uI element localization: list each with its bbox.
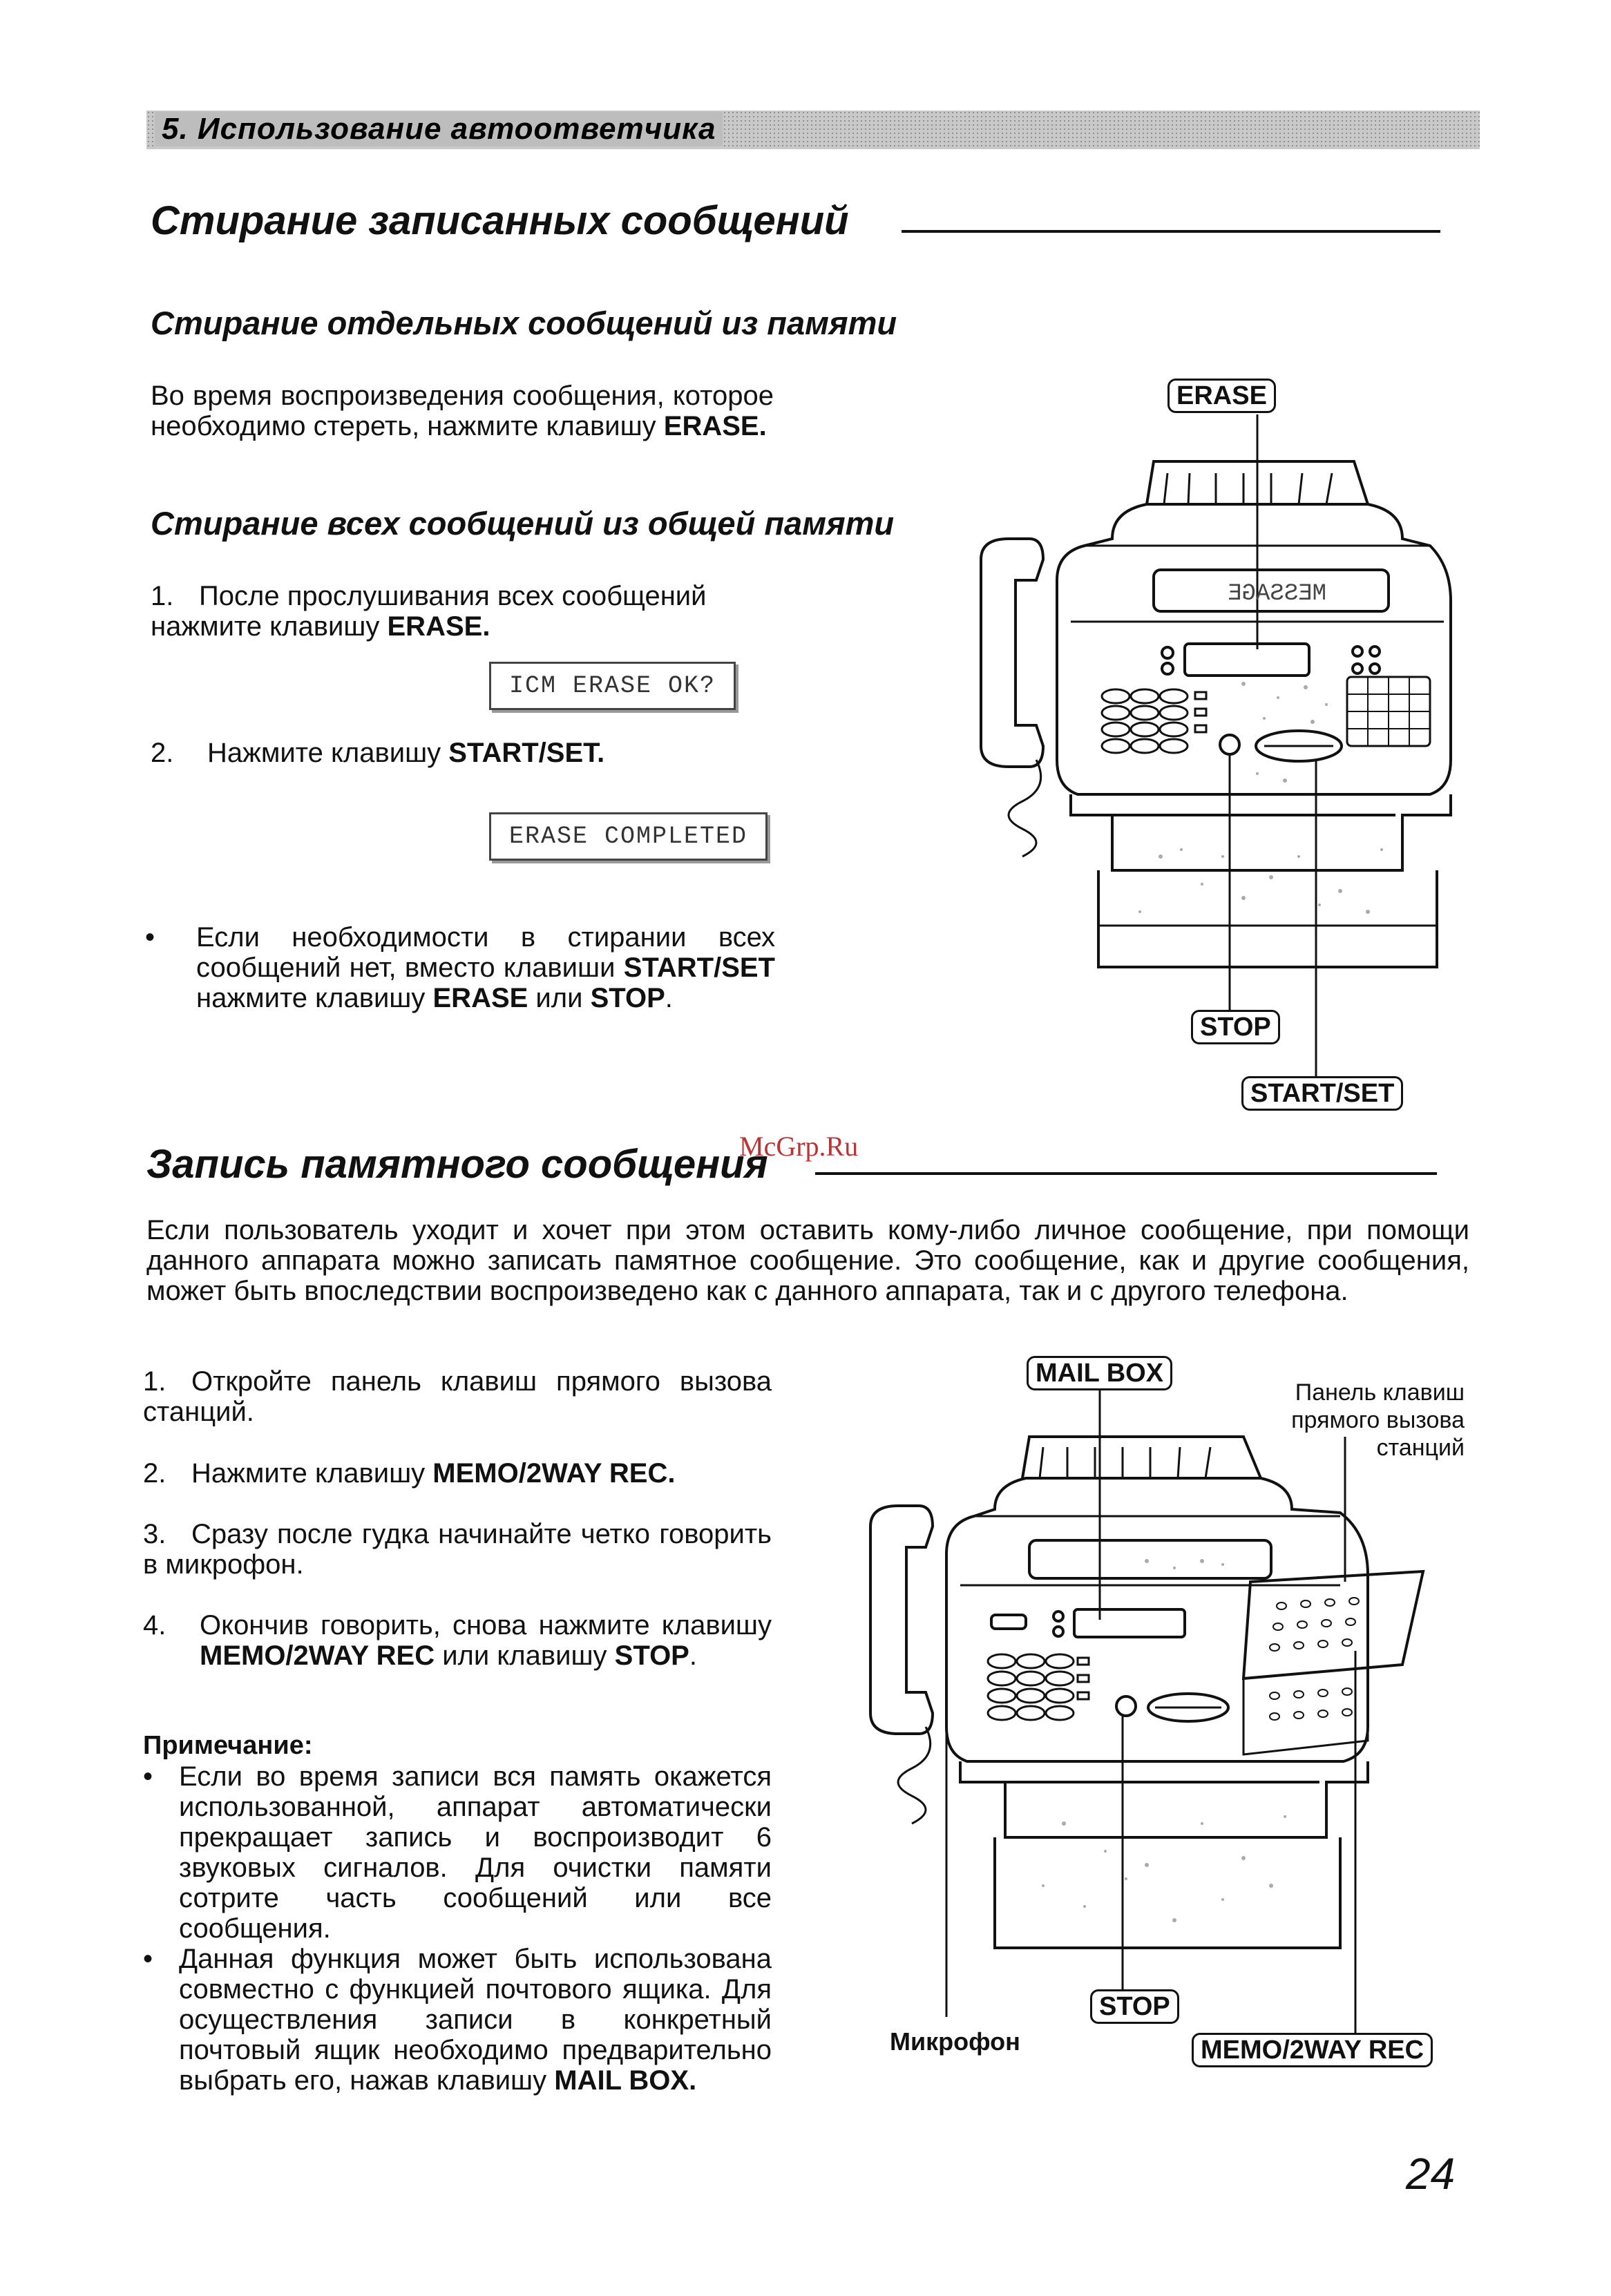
memo-note-2: • Данная функция может быть использована совместно с функцией почтового ящика. Для осуществления записи в конкретный почтовый ящик необходимо предварительно выбрать его, нажав клавишу MAIL BOX.: [143, 1944, 772, 2096]
memo-intro: Если пользователь уходит и хочет при этом оставить кому-либо личное сообщение, при помощи данного аппарата можно записать памятное сообщение. Это сообщение, как и другие сообщения, может быть впоследствии воспроизведено как с данного аппарата, так и с другого телефона.: [146, 1215, 1469, 1306]
erase-all-title: Стирание всех сообщений из общей памяти: [151, 505, 895, 542]
memo-note-1: • Если во время записи вся память окажется использованной, аппарат автоматически прекращает запись и воспроизводит 6 звуковых сигналов. Для очистки памяти сотрите часть сообщений или все сообщения.: [143, 1761, 772, 1944]
label-start-set: START/SET: [1241, 1076, 1403, 1111]
memo-note-title: Примечание:: [143, 1731, 313, 1760]
label-mail-box: MAIL BOX: [1027, 1356, 1172, 1390]
fax-figure-memo: [857, 1354, 1478, 2100]
chapter-title: 5. Использование автоответчика: [155, 112, 723, 146]
memo-step-1: 1. Откройте панель клавиш прямого вызова станций.: [143, 1366, 772, 1427]
section-erase-title: Стирание записанных сообщений: [151, 198, 849, 243]
label-stop-1: STOP: [1191, 1010, 1280, 1044]
erase-all-note: • Если необходимости в стирании всех сообщений нет, вместо клавиши START/SET нажмите клавишу ERASE или STOP.: [145, 922, 775, 1013]
erase-single-title: Стирание отдельных сообщений из памяти: [151, 305, 897, 341]
section-memo-rule: [815, 1172, 1437, 1175]
page-number: 24: [1406, 2149, 1456, 2199]
lcd-erase-completed: ERASE COMPLETED: [489, 812, 768, 861]
memo-notes: [143, 1761, 772, 2096]
erase-all-step2: 2. Нажмите клавишу START/SET.: [151, 738, 605, 768]
caption-one-touch-panel: Панель клавиш прямого вызова станций: [1291, 1379, 1465, 1461]
fax-figure-erase: [953, 373, 1478, 1119]
lcd-icm-erase: ICM ERASE OK?: [489, 662, 736, 710]
fax-display-text: MESSAGE: [1228, 581, 1326, 607]
label-stop-2: STOP: [1090, 1989, 1179, 2024]
memo-step-4: 4. Окончив говорить, снова нажмите клавишу MEMO/2WAY REC или клавишу STOP.: [143, 1610, 772, 1671]
label-erase: ERASE: [1167, 379, 1276, 413]
label-microphone: Микрофон: [890, 2027, 1020, 2056]
memo-step-3: 3. Сразу после гудка начинайте четко говорить в микрофон.: [143, 1519, 772, 1580]
section-erase-rule: [902, 230, 1440, 233]
erase-single-text: Во время воспроизведения сообщения, которое необходимо стереть, нажмите клавишу ERASE.: [151, 381, 774, 441]
label-memo-2way-rec: MEMO/2WAY REC: [1192, 2033, 1433, 2067]
watermark: McGrp.Ru: [739, 1131, 859, 1162]
erase-all-step1: 1. После прослушивания всех сообщений нажмите клавишу ERASE.: [151, 581, 707, 642]
section-memo-title: Запись памятного сообщения: [146, 1142, 768, 1187]
memo-step-2: 2. Нажмите клавишу MEMO/2WAY REC.: [143, 1458, 676, 1489]
